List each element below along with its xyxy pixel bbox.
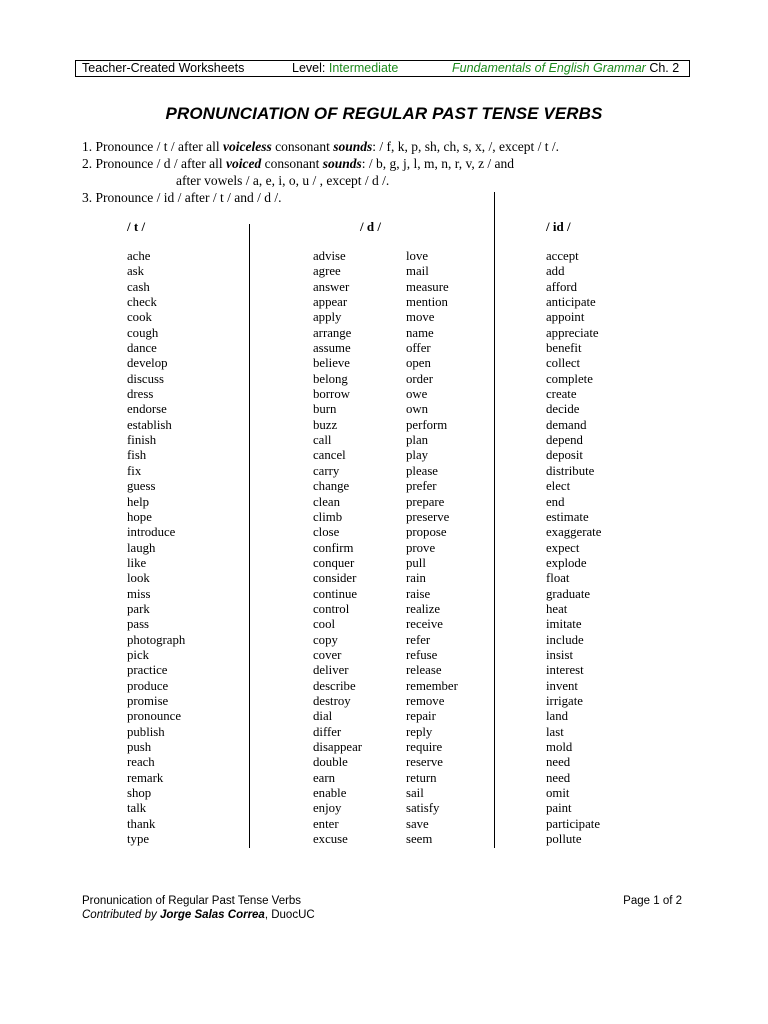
- word-list-item: benefit: [546, 341, 582, 356]
- word-list-item: control: [313, 601, 350, 616]
- word-list-item: laugh: [127, 540, 156, 555]
- column-divider-right: [494, 192, 495, 848]
- word-list-item: practice: [127, 663, 168, 678]
- word-list-item: offer: [406, 341, 431, 356]
- word-list-item: exaggerate: [546, 525, 602, 540]
- word-list-item: cover: [313, 647, 342, 662]
- word-list-item: propose: [406, 525, 447, 540]
- word-list-item: omit: [546, 786, 570, 801]
- word-list-item: measure: [406, 279, 449, 294]
- word-list-item: close: [313, 525, 340, 540]
- word-list-item: float: [546, 571, 570, 586]
- word-list-item: remove: [406, 693, 445, 708]
- word-list-item: establish: [127, 417, 172, 432]
- word-list-item: burn: [313, 402, 337, 417]
- word-list-item: shop: [127, 786, 152, 801]
- header-source: Teacher-Created Worksheets: [82, 61, 245, 75]
- word-list-item: include: [546, 632, 584, 647]
- word-list-item: ask: [127, 264, 145, 279]
- word-list-item: add: [546, 264, 565, 279]
- word-list-item: perform: [406, 417, 448, 432]
- word-list-item: describe: [313, 678, 356, 693]
- word-list-item: need: [546, 770, 571, 785]
- footer-org: , DuocUC: [264, 909, 315, 921]
- page-footer: [82, 894, 682, 922]
- word-list-item: name: [406, 325, 434, 340]
- word-list-item: assume: [313, 341, 351, 356]
- word-list-item: elect: [546, 479, 571, 494]
- word-list-item: pronounce: [127, 709, 182, 724]
- word-list-item: insist: [546, 647, 574, 662]
- footer-author: Jorge Salas Correa: [160, 909, 265, 921]
- header-chapter: Ch. 2: [645, 61, 680, 75]
- word-list-item: introduce: [127, 525, 176, 540]
- word-list-item: return: [406, 770, 437, 785]
- rule-2-emphasis-voiced: voiced: [225, 156, 262, 171]
- word-list-item: enter: [313, 816, 339, 831]
- word-list-item: order: [406, 371, 433, 386]
- pronunciation-rules: [82, 138, 722, 206]
- word-list-item: anticipate: [546, 295, 596, 310]
- word-list-item: repair: [406, 709, 436, 724]
- word-list-item: owe: [406, 387, 428, 402]
- word-list-item: hope: [127, 509, 152, 524]
- word-list-item: please: [406, 463, 438, 478]
- header-book: [452, 61, 679, 76]
- word-list-item: push: [127, 740, 152, 754]
- word-list-item: cook: [127, 310, 152, 325]
- rule-2-emphasis-sounds: sounds: [322, 156, 362, 171]
- word-list-item: pick: [127, 647, 150, 662]
- word-list-d-1: [313, 249, 362, 847]
- word-list-item: explode: [546, 555, 587, 570]
- word-list-item: appoint: [546, 310, 585, 325]
- word-list-item: climb: [313, 509, 343, 524]
- column-header-id: / id /: [546, 219, 571, 234]
- rule-2-text-a: 2. Pronounce / d / after all: [82, 156, 226, 171]
- footer-title: Pronunication of Regular Past Tense Verbs: [82, 895, 302, 907]
- word-list-item: end: [546, 494, 565, 509]
- word-list-item: accept: [546, 249, 579, 263]
- header-level-value: Intermediate: [328, 61, 399, 75]
- word-list-item: invent: [546, 678, 578, 693]
- word-list-item: cool: [313, 617, 336, 632]
- word-list-item: excuse: [313, 832, 348, 847]
- word-list-item: mention: [406, 295, 448, 310]
- word-list-item: miss: [127, 586, 151, 601]
- word-list-item: seem: [406, 832, 433, 847]
- word-list-item: reply: [406, 724, 433, 739]
- word-list-item: enable: [313, 786, 347, 801]
- word-list-item: enjoy: [313, 801, 342, 816]
- word-list-item: prove: [406, 540, 436, 555]
- word-list-item: pull: [406, 555, 426, 570]
- word-list-item: dress: [127, 387, 154, 402]
- word-list-item: mold: [546, 740, 573, 754]
- column-header-d: / d /: [360, 219, 381, 234]
- word-list-item: deliver: [313, 663, 349, 678]
- word-list-item: graduate: [546, 586, 591, 601]
- word-list-item: plan: [406, 433, 429, 448]
- word-list-item: realize: [406, 601, 441, 616]
- word-list-item: appreciate: [546, 325, 599, 340]
- word-list-item: call: [313, 433, 332, 448]
- word-list-item: demand: [546, 417, 587, 432]
- word-list-item: park: [127, 601, 150, 616]
- word-list-d-2: [406, 249, 458, 847]
- word-list-item: pollute: [546, 832, 582, 847]
- word-list-item: reach: [127, 755, 155, 770]
- word-list-item: belong: [313, 371, 348, 386]
- word-list-item: mail: [406, 264, 429, 279]
- word-list-item: decide: [546, 402, 580, 417]
- column-header-t: / t /: [127, 219, 146, 234]
- word-list-item: cash: [127, 279, 150, 294]
- word-list-item: conquer: [313, 555, 355, 570]
- word-list-item: satisfy: [406, 801, 440, 816]
- word-list-item: prepare: [406, 494, 445, 509]
- word-list-item: promise: [127, 693, 169, 708]
- word-list-item: believe: [313, 356, 350, 371]
- word-list-item: finish: [127, 433, 157, 448]
- word-list-item: look: [127, 571, 150, 586]
- word-list-item: thank: [127, 816, 156, 831]
- header-level-label: Level:: [292, 61, 329, 75]
- worksheet-header: [75, 60, 690, 77]
- word-list-item: refuse: [406, 647, 438, 662]
- word-list-item: differ: [313, 724, 342, 739]
- word-list-item: remember: [406, 678, 458, 693]
- word-list-item: arrange: [313, 325, 352, 340]
- word-list-item: copy: [313, 632, 338, 647]
- word-list-item: interest: [546, 663, 584, 678]
- word-list-item: reserve: [406, 755, 443, 770]
- rule-2-text-e: : / b, g, j, l, m, n, r, v, z / and: [361, 156, 515, 171]
- word-list-item: fish: [127, 448, 147, 463]
- word-list-item: play: [406, 448, 429, 463]
- word-list-item: estimate: [546, 509, 589, 524]
- word-list-item: deposit: [546, 448, 583, 463]
- word-list-item: carry: [313, 463, 340, 478]
- word-list-item: cough: [127, 325, 159, 340]
- rule-1-text-c: consonant: [271, 139, 334, 154]
- word-list-item: endorse: [127, 402, 167, 417]
- rule-2-continued: after vowels / a, e, i, o, u / , except / d /.: [176, 173, 390, 188]
- word-list-item: move: [406, 310, 435, 325]
- word-list-item: last: [546, 724, 564, 739]
- word-list-item: guess: [127, 479, 156, 494]
- word-list-item: agree: [313, 264, 341, 279]
- word-list-id: [546, 249, 601, 847]
- word-list-item: apply: [313, 310, 342, 325]
- word-list-item: open: [406, 356, 431, 371]
- footer-credit: [82, 908, 682, 922]
- word-list-item: imitate: [546, 617, 582, 632]
- word-list-item: pass: [127, 617, 150, 632]
- word-list-item: create: [546, 387, 577, 402]
- rule-2-text-c: consonant: [261, 156, 323, 171]
- word-list-item: earn: [313, 770, 336, 785]
- word-list-item: participate: [546, 816, 600, 831]
- word-list-item: expect: [546, 540, 580, 555]
- word-list-item: refer: [406, 632, 431, 647]
- word-list-item: distribute: [546, 463, 595, 478]
- word-list-item: receive: [406, 617, 443, 632]
- rule-2: [82, 155, 722, 172]
- page-number: Page 1 of 2: [623, 895, 682, 907]
- column-divider-left: [249, 224, 250, 848]
- word-list-item: type: [127, 832, 150, 847]
- word-list-item: like: [127, 555, 147, 570]
- word-list-item: love: [406, 249, 429, 263]
- word-list-item: photograph: [127, 632, 186, 647]
- word-list-item: prefer: [406, 479, 437, 494]
- word-list-item: buzz: [313, 417, 338, 432]
- word-list-item: continue: [313, 586, 358, 601]
- word-list-item: cancel: [313, 448, 346, 463]
- page-title: PRONUNCIATION OF REGULAR PAST TENSE VERBS: [165, 104, 603, 123]
- word-list-item: develop: [127, 356, 168, 371]
- word-list-item: confirm: [313, 540, 354, 555]
- word-list-item: destroy: [313, 693, 351, 708]
- header-level: [292, 61, 398, 76]
- word-list-item: appear: [313, 295, 348, 310]
- footer-contributed-label: Contributed by: [82, 909, 160, 921]
- word-list-item: complete: [546, 371, 593, 386]
- word-list-item: save: [406, 816, 429, 831]
- word-list-item: borrow: [313, 387, 350, 402]
- word-list-item: afford: [546, 279, 578, 294]
- word-list-item: dance: [127, 341, 157, 356]
- word-list-item: need: [546, 755, 571, 770]
- word-list-item: dial: [313, 709, 333, 724]
- word-list-item: check: [127, 295, 157, 310]
- word-list-item: preserve: [406, 509, 450, 524]
- word-list-item: heat: [546, 601, 568, 616]
- word-list-item: clean: [313, 494, 340, 509]
- rule-3: 3. Pronounce / id / after / t / and / d /.: [82, 190, 282, 205]
- word-list-item: change: [313, 479, 350, 494]
- word-list-item: talk: [127, 801, 147, 816]
- word-list-item: answer: [313, 279, 350, 294]
- word-list-item: discuss: [127, 371, 164, 386]
- header-book-title: Fundamentals of English Grammar: [452, 61, 646, 75]
- rule-1-emphasis-voiceless: voiceless: [222, 139, 272, 154]
- word-list-item: advise: [313, 249, 346, 263]
- word-list-item: disappear: [313, 740, 363, 754]
- word-list-item: irrigate: [546, 693, 583, 708]
- word-list-item: fix: [127, 463, 142, 478]
- word-list-item: depend: [546, 433, 583, 448]
- word-list-item: ache: [127, 249, 151, 263]
- word-list-t: [127, 249, 185, 847]
- word-list-item: rain: [406, 571, 426, 586]
- word-list-item: double: [313, 755, 348, 770]
- word-list-item: consider: [313, 571, 357, 586]
- word-list-item: publish: [127, 724, 165, 739]
- word-list-item: land: [546, 709, 569, 724]
- rule-1-emphasis-sounds: sounds: [333, 139, 373, 154]
- word-list-item: raise: [406, 586, 431, 601]
- word-list-item: help: [127, 494, 150, 509]
- word-list-item: sail: [406, 786, 424, 801]
- rule-1-text-a: 1. Pronounce / t / after all: [82, 139, 223, 154]
- word-list-item: release: [406, 663, 442, 678]
- word-list-item: paint: [546, 801, 572, 816]
- rule-1: [82, 138, 722, 155]
- word-list-item: require: [406, 740, 443, 754]
- rule-1-text-e: : / f, k, p, sh, ch, s, x, /, except / t /.: [372, 139, 559, 154]
- word-list-item: collect: [546, 356, 581, 371]
- word-list-item: own: [406, 402, 429, 417]
- word-list-item: produce: [127, 678, 169, 693]
- word-list-item: remark: [127, 770, 164, 785]
